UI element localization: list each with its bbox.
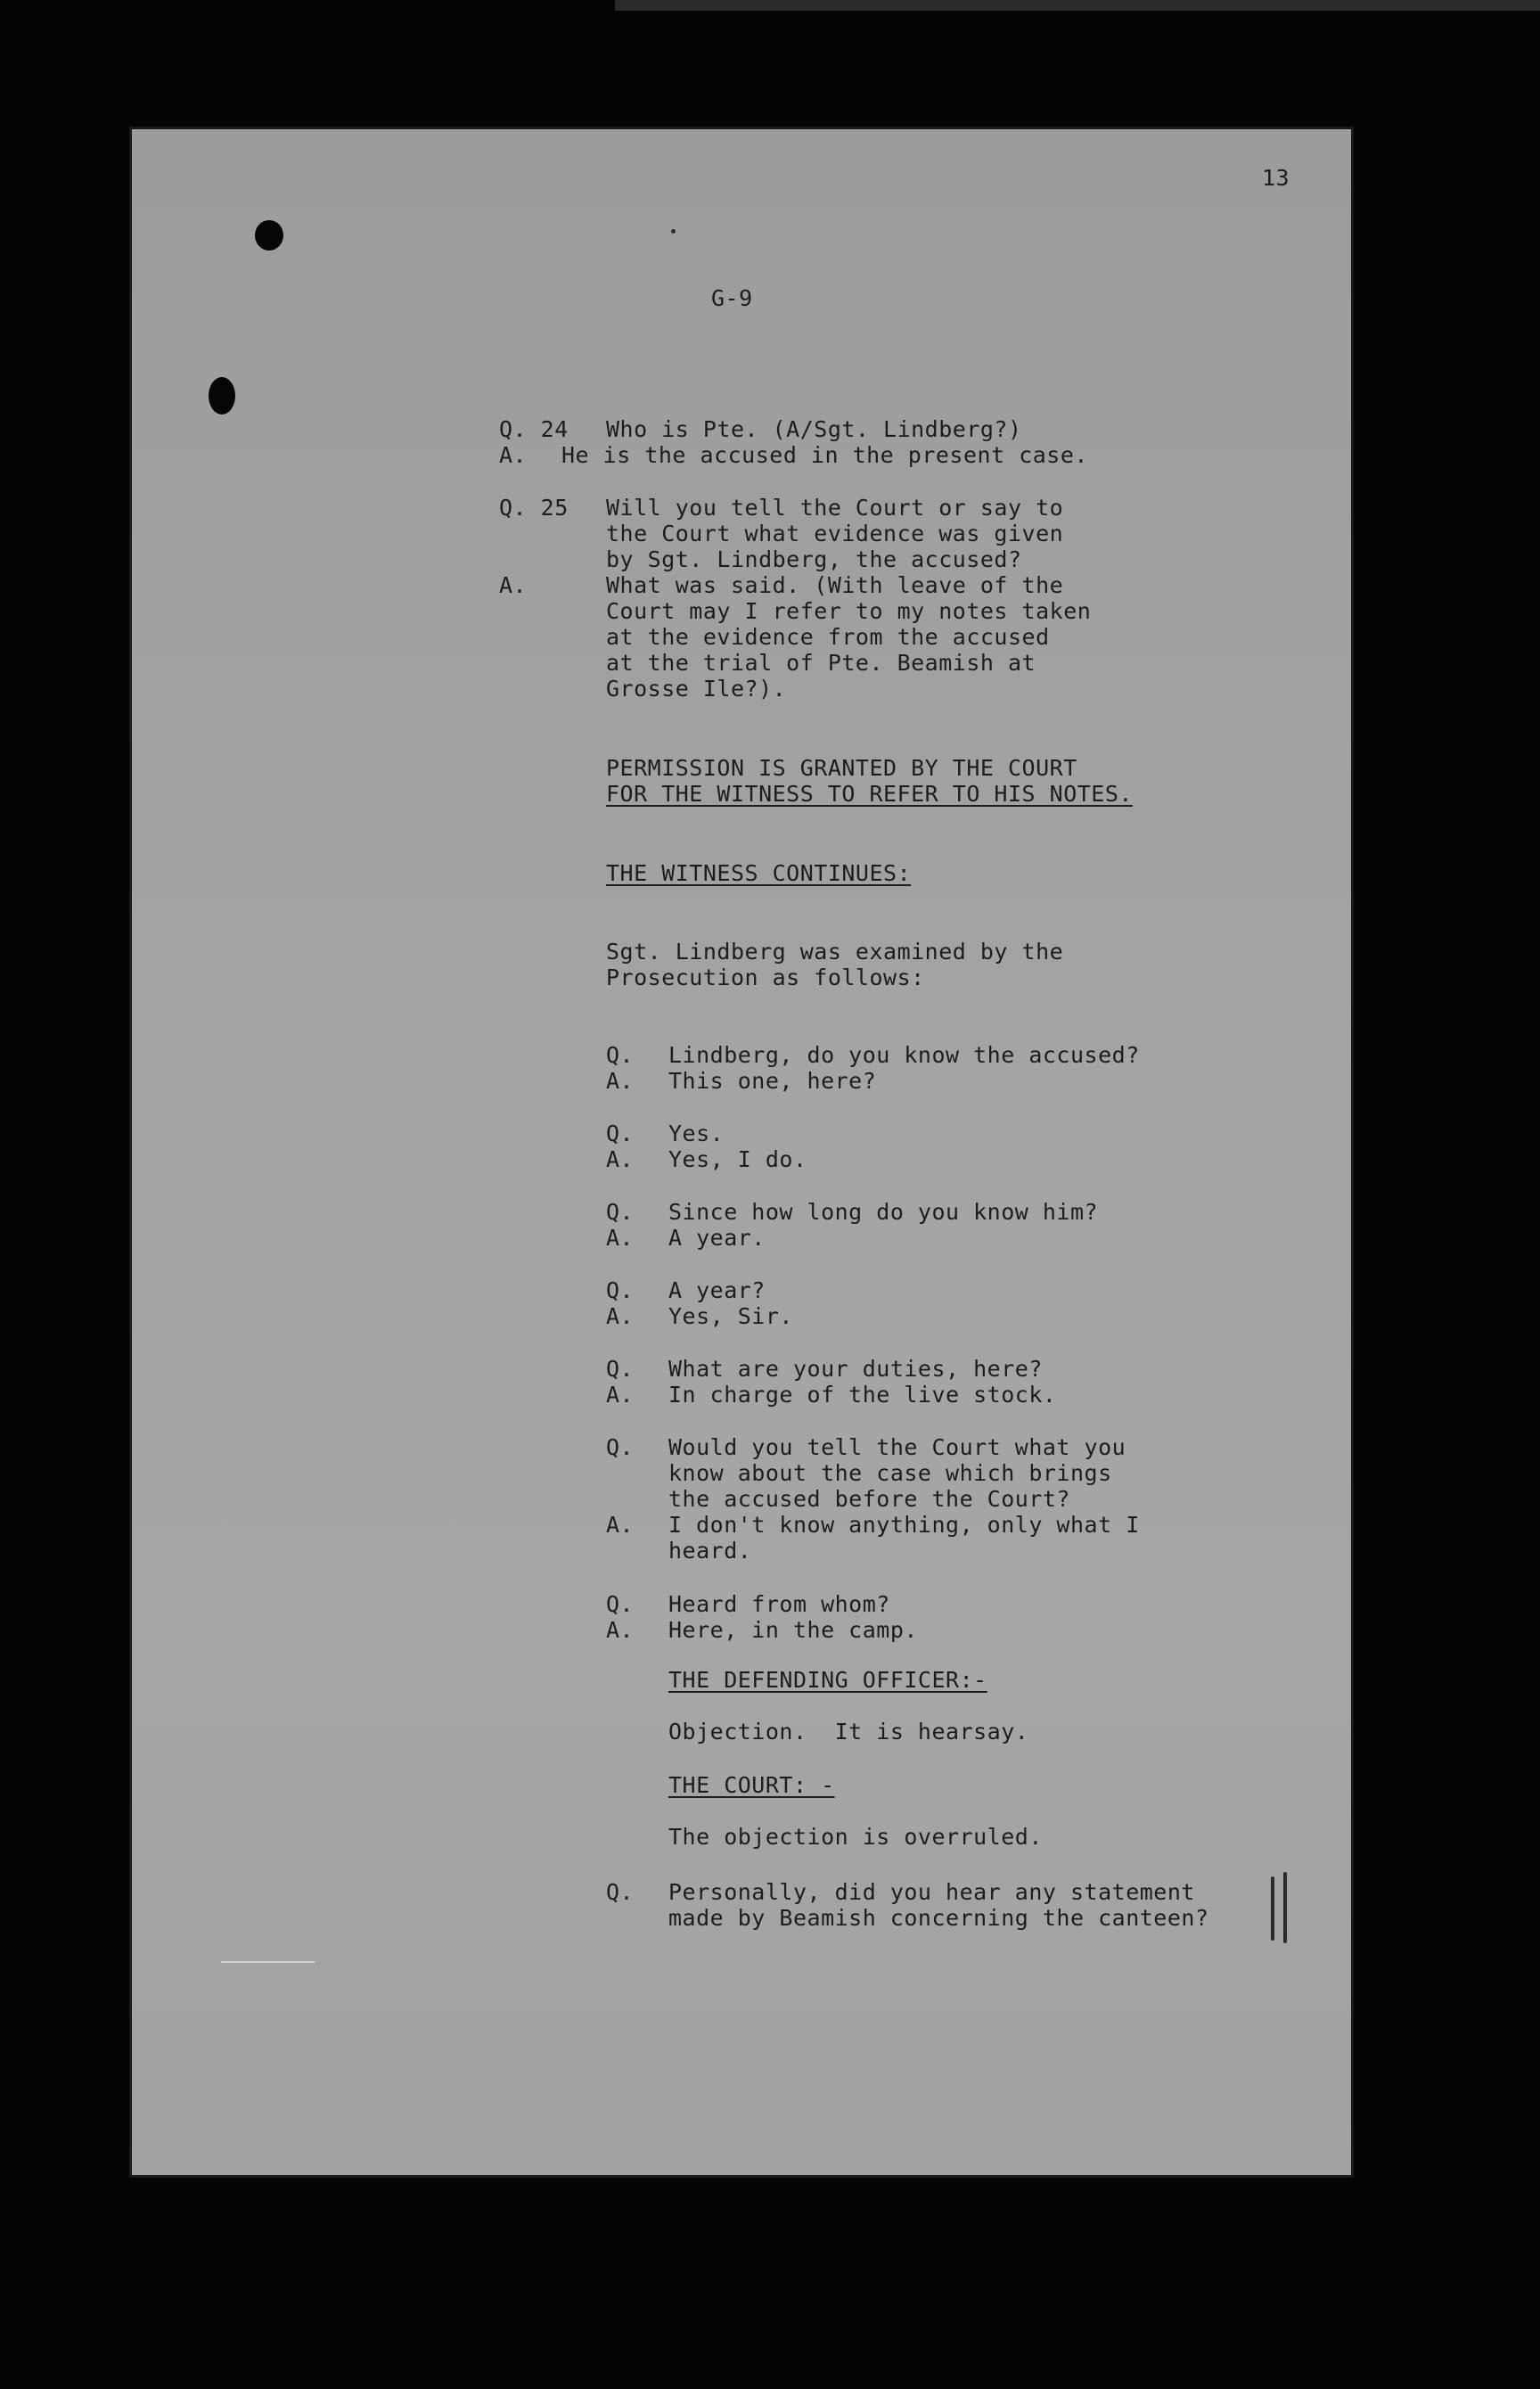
a24-text: He is the accused in the present case. <box>561 442 1088 468</box>
speck <box>671 229 676 234</box>
page-number: 13 <box>1262 165 1290 191</box>
q25-label: Q. 25 <box>499 495 569 521</box>
exchange-5-q-text: What are your duties, here? <box>668 1356 1043 1382</box>
exchange-7-a-label: A. <box>606 1617 635 1643</box>
exchange-4-a-label: A. <box>606 1303 635 1329</box>
exchange-7-q-text: Heard from whom? <box>668 1591 890 1617</box>
exchange-1-q-label: Q. <box>606 1042 635 1068</box>
exchange-3-a-label: A. <box>606 1225 635 1251</box>
exchange-5-a-text: In charge of the live stock. <box>668 1382 1057 1408</box>
exchange-3-q-text: Since how long do you know him? <box>668 1199 1099 1225</box>
exchange-2-a-label: A. <box>606 1146 635 1172</box>
q24-text: Who is Pte. (A/Sgt. Lindberg?) <box>606 416 1022 442</box>
permission-line-1: PERMISSION IS GRANTED BY THE COURT <box>606 755 1077 781</box>
defending-text: Objection. It is hearsay. <box>668 1719 1029 1745</box>
final-q-label: Q. <box>606 1879 635 1905</box>
exchange-1-a-label: A. <box>606 1068 635 1094</box>
a25-line-2: Court may I refer to my notes taken <box>606 598 1092 624</box>
margin-line-mark-1 <box>1271 1876 1274 1941</box>
q25-line-1: Will you tell the Court or say to <box>606 495 1064 521</box>
final-q-line-2: made by Beamish concerning the canteen? <box>668 1905 1209 1931</box>
permission-line-2: FOR THE WITNESS TO REFER TO HIS NOTES. <box>606 781 1133 807</box>
exchange-6-q-label: Q. <box>606 1434 635 1460</box>
a25-line-4: at the trial of Pte. Beamish at <box>606 650 1036 676</box>
exchange-2-a-text: Yes, I do. <box>668 1146 807 1172</box>
margin-line-mark-2 <box>1283 1872 1287 1943</box>
a25-line-5: Grosse Ile?). <box>606 676 787 702</box>
defending-heading: THE DEFENDING OFFICER:- <box>668 1667 987 1693</box>
exchange-2-q-label: Q. <box>606 1121 635 1146</box>
section-code: G-9 <box>711 285 753 311</box>
exchange-1-a-text: This one, here? <box>668 1068 877 1094</box>
a25-line-1: What was said. (With leave of the <box>606 572 1064 598</box>
exchange-6-q-line-2: know about the case which brings <box>668 1460 1112 1486</box>
punch-hole-top <box>255 220 283 250</box>
q24-label: Q. 24 <box>499 416 569 442</box>
exchange-4-q-label: Q. <box>606 1277 635 1303</box>
a25-line-3: at the evidence from the accused <box>606 624 1050 650</box>
a24-label: A. <box>499 442 528 468</box>
punch-hole-bottom <box>209 377 235 415</box>
document-page <box>132 129 1351 2175</box>
exchange-4-a-text: Yes, Sir. <box>668 1303 793 1329</box>
exchange-4-q-text: A year? <box>668 1277 766 1303</box>
exchange-6-q-line-3: the accused before the Court? <box>668 1486 1070 1512</box>
exchange-6-a-label: A. <box>606 1512 635 1538</box>
court-heading: THE COURT: - <box>668 1772 835 1798</box>
scanner-edge <box>615 0 1540 11</box>
court-text: The objection is overruled. <box>668 1824 1043 1850</box>
exchange-3-q-label: Q. <box>606 1199 635 1225</box>
exchange-5-q-label: Q. <box>606 1356 635 1382</box>
intro-line-1: Sgt. Lindberg was examined by the <box>606 939 1064 965</box>
a25-label: A. <box>499 572 528 598</box>
exchange-5-a-label: A. <box>606 1382 635 1408</box>
exchange-7-a-text: Here, in the camp. <box>668 1617 918 1643</box>
intro-line-2: Prosecution as follows: <box>606 965 925 990</box>
exchange-1-q-text: Lindberg, do you know the accused? <box>668 1042 1140 1068</box>
q25-line-3: by Sgt. Lindberg, the accused? <box>606 546 1022 572</box>
witness-heading: THE WITNESS CONTINUES: <box>606 860 912 886</box>
exchange-2-q-text: Yes. <box>668 1121 725 1146</box>
exchange-6-a-line-1: I don't know anything, only what I <box>668 1512 1140 1538</box>
exchange-6-q-line-1: Would you tell the Court what you <box>668 1434 1126 1460</box>
final-q-line-1: Personally, did you hear any statement <box>668 1879 1195 1905</box>
exchange-3-a-text: A year. <box>668 1225 766 1251</box>
exchange-7-q-label: Q. <box>606 1591 635 1617</box>
exchange-6-a-line-2: heard. <box>668 1538 752 1564</box>
paper-smudge <box>221 1961 315 1963</box>
q25-line-2: the Court what evidence was given <box>606 521 1064 546</box>
